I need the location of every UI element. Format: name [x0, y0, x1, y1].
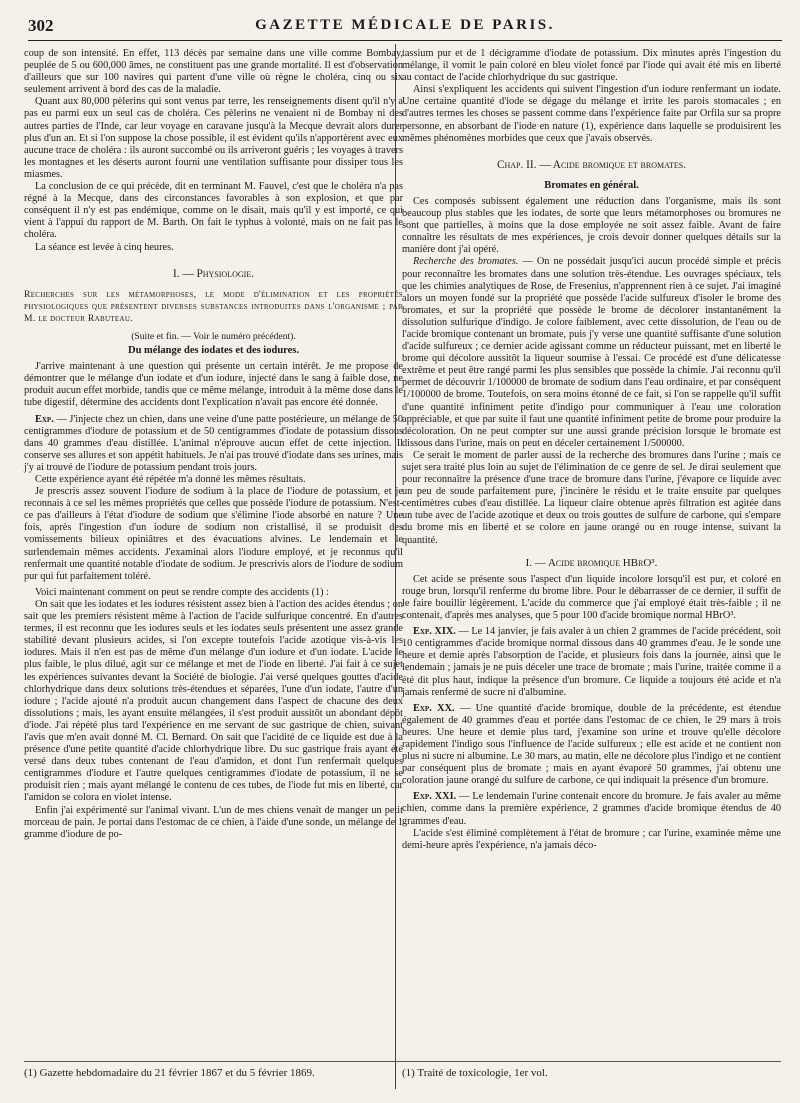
experiment-label: Exp. XIX. — [413, 626, 456, 638]
paragraph-text: — On ne possédait jusqu'ici aucun procédé simple et précis pour reconnaître les bromates dans une solution très-étendue. Les ouvrages spéciaux, tels que les chimies analytiques de Rose, de Fresenius, n'apprennent rien à ce sujet. J'ai imaginé alors un moyen fondé sur la propriété que possède l'acide sulfureux d'isoler le brome des bromates, et sur la propriété que possède le brome de décolorer instantanément la dissolution sulfurique d'indigo. Je colore faiblement, avec cette dissolution, de l'eau ou de l'acide bromique contenant un bromate, puis j'y verse une quantité suffisante d'une solution d'acide sulfureux ; ce dernier acide agissant comme un réducteur puissant, met en liberté le brome qui décolore aussitôt la liqueur soumise à l'essai. Ce procédé est d'une délicatesse extrême et peut être rangé parmi les plus sensibles que possède la chimie. J'ai reconnu qu'il permet de découvrir 1/100000 de bromate de sodium dans l'eau ordinaire, et par conséquent 1/100000 de brome. Toutefois, on sera moins étonné de ce fait, si l'on se rappelle qu'il suffit d'une quantité infiniment petite d'indigo pour communiquer à l'eau une coloration appréciable, et que par suite il faut une quantité infiniment petite de brome pour produire la décoloration. On ne peut compter sur une aussi grande précision lorsque le bromate est dissous dans l'urine, mais on peut en déceler certainement 1/500000. — [402, 256, 781, 449]
paragraph: Quant aux 80,000 pèlerins qui sont venus par terre, les renseignements disent qu'il n'y a pas eu parmi eux un seul cas de choléra. Ces pèlerins ne venaient ni de Bombay ni des autres parties de l'Inde, car leur voyage en caravane jusqu'à la Mecque devrait alors durer plus d'un an. Et si l'on suppose la chose possible, il est évident qu'ils n'apportèrent avec eux aucune trace de choléra : ils auront succombé ou ils arriveront guéris ; les voyages à travers les montagnes et les déserts auront fourni une ventilation suffisante pour dissiper tous les miasmes. — [24, 96, 403, 180]
paragraph: Je prescris assez souvent l'iodure de sodium à la place de l'iodure de potassium, et je reconnais à ce sel les mêmes propriétés que celles que possède l'iodure de potassium. N'est-ce pas d'ailleurs à l'état d'iodure de sodium que s'élimine l'iode absorbé en nature ? Une fois, après l'ingestion d'un iodure de sodium non cristallisé, il se produisit des vomissements bilieux opiniâtres et des évacuations alvines. Le lendemain et le surlendemain mêmes accidents. J'examinai alors l'iodure employé, et je reconnus qu'il renfermait une quantité notable d'iodate de sodium. Je prescrivis alors de l'iodure de sodium pur qui fut parfaitement toléré. — [24, 486, 403, 582]
section-heading: I. — Acide bromique HBrO³. — [525, 556, 658, 569]
section-heading: I. — Physiologie. — [172, 267, 255, 280]
article-title: Recherches sur les métamorphoses, le mode d'élimination et les propriétés physiologiques que présentent diverses substances introduites dans l'organisme ; par M. le docteur Rabuteau. — [24, 288, 403, 324]
left-column — [24, 48, 403, 841]
chapter-heading: Chap. II. — Acide bromique et bromates. — [496, 158, 687, 171]
paragraph: coup de son intensité. En effet, 113 décès par semaine dans une ville comme Bombay, peuplée de 5 ou 600,000 âmes, ne constituent pas une grande mortalité. Il est d'observation d'ailleurs que sur 100 navires qui partent d'une ville où règne le choléra, cinq ou six seulement arrivent à bord des cas de la maladie. — [24, 48, 403, 96]
footnote: (1) Traité de toxicologie, 1er vol. — [402, 1061, 781, 1079]
paragraph: Cette expérience ayant été répétée m'a donné les mêmes résultats. — [35, 474, 306, 485]
paragraph: Ainsi s'expliquent les accidents qui suivent l'ingestion d'un iodure renfermant un iodate. Une certaine quantité d'iode se dégage du mélange et irrite les parois stomacales ; en d'autres termes les choses se passent comme dans l'expérience faite par Orfila sur sa propre personne, en absorbant de l'iode en nature (1), expérience dans laquelle se produisirent les mêmes phénomènes morbides que ceux que j'avais observés. — [402, 84, 781, 144]
paragraph: Enfin j'ai expérimenté sur l'animal vivant. L'un de mes chiens venait de manger un petit morceau de pain. Je portai dans l'estomac de ce chien, à l'aide d'une sonde, un mélange de 1 gramme d'iodure de po- — [24, 804, 403, 840]
paragraph — [402, 626, 781, 699]
paragraph: Ce serait le moment de parler aussi de la recherche des bromures dans l'urine ; mais ce sujet sera traité plus loin au sujet de l'élimination de ce genre de sel. Je dirai seulement que pour reconnaître la présence d'une trace de bromure dans l'urine, j'évapore ce liquide avec un peu de soude parfaitement pure, j'incinère le résidu et le traite ensuite par quelques centimètres cubes d'eau distillée. La liqueur claire obtenue après filtration est agitée dans un tube avec de l'acide azotique et deux ou trois gouttes de sulfure de carbone, qui s'empare du brome mis en liberté et se colore en jaune orangé ou en rouge intense, suivant la quantité. — [402, 449, 781, 546]
right-column — [402, 48, 781, 852]
paragraph-text: — J'injecte chez un chien, dans une veine d'une patte postérieure, un mélange de 50 centigrammes d'iodure de potassium et de 50 centigrammes d'iodate de potassium dissous dans 40 grammes d'eau distillée. L'animal n'éprouve aucun effet de cette injection. Il conserve ses allures et son appétit habituels. Je n'ai pas trouvé d'iodate dans ses urines, mais j'y ai trouvé de l'iodure de potassium pendant trois jours. — [24, 413, 403, 473]
paragraph: Ces composés subissent également une réduction dans l'organisme, mais ils sont beaucoup plus stables que les iodates, de sorte que leurs métamorphoses ou bromures ne sont que partielles, à moins que la dose employée ne soit assez faible. Avant de faire connaître les résultats de mes expériences, je crois devoir donner quelques détails sur la manière dont j'ai opéré. — [402, 195, 781, 256]
experiment-label: Exp. — [35, 413, 54, 425]
continuation-note: (Suite et fin. — Voir le numéro précédent). — [131, 330, 296, 342]
paragraph-text: — Le 14 janvier, je fais avaler à un chien 2 grammes de l'acide précédent, soit 10 centigrammes d'acide bromique normal dissous dans 40 grammes d'eau. Je le sonde une heure et demie après l'absorption de l'acide, et plusieurs fois dans la journée, ainsi que le lendemain ; jamais je ne puis déceler une trace de bromate ; mais l'urine, traitée comme il a été dit plus haut, indique la présence d'un bromure. Ce liquide a toujours été acide et n'a jamais renfermé de sucre ni d'albumine. — [402, 626, 781, 698]
paragraph — [402, 791, 781, 827]
paragraph: tassium pur et de 1 décigramme d'iodate de potassium. Dix minutes après l'ingestion du mélange, il vomit le pain coloré en bleu violet foncé par l'iode qui avait été mis en liberté au contact de l'acide chlorhydrique du suc gastrique. — [402, 48, 781, 84]
paragraph: Voici maintenant comment on peut se rendre compte des accidents (1) : — [35, 586, 330, 598]
paragraph — [402, 703, 781, 788]
paragraph-text: — Une quantité d'acide bromique, double de la précédente, est étendue également de 40 grammes d'eau et portée dans l'estomac de ce chien, le 29 mars à trois heures. Une heure et demie plus tard, j'examine son urine et trouve qu'elle décolore rapidement l'indigo sous l'influence de l'acide sulfureux ; elle est acide et ne contient non plus ni sucre ni albumine. Le 30 mars, au matin, elle ne décolore plus l'indigo et ne contient par conséquent plus de bromate ; mais en ayant évaporé 50 grammes, j'ai obtenu une coloration jaune orangé du sulfure de carbone, ce qui indiquait la présence d'un bromure. — [402, 702, 781, 787]
paragraph-text: — Le lendemain l'urine contenait encore du bromure. Je fais avaler au même chien, comme dans la première expérience, 2 grammes d'acide bromique étendus de 40 grammes d'eau. — [402, 791, 781, 827]
chapter-subtitle: Bromates en général. — [544, 179, 639, 191]
paragraph: L'acide s'est éliminé complètement à l'état de bromure ; car l'urine, examinée même une demi-heure après l'expérience, n'a jamais déco- — [402, 827, 781, 851]
paragraph: On sait que les iodates et les iodures résistent assez bien à l'action des acides étendus ; on sait que les premiers résistent même à l'action de l'acide sulfurique concentré. En d'autres termes, il est reconnu que les iodures seuls et les iodates seuls présentent une assez grande stabilité devant plusieurs acides, si l'on excepte toutefois l'acide azotique vis-à-vis les iodures. Mais il n'en est pas de même d'un mélange d'un iodure et d'un iodate. L'acide le plus faible, le plus dilué, agit sur ce mélange et met de l'iode en liberté. J'ai fait à ce sujet les expériences suivantes devant la Société de biologie. J'ai versé quelques gouttes d'acide chlorhydrique dans deux solutions très-étendues et séparées, l'une d'un iodate, l'autre d'un iodure ; l'acide ajouté n'a produit aucun changement dans l'aspect de chacune des deux dissolutions ; mais, les ayant ensuite mélangées, il s'est produit aussitôt un abondant dépôt d'iode. J'ai répété plus tard l'expérience en me servant de suc gastrique de chien, suivant l'avis que m'en avait donné M. Cl. Bernard. On sait que l'acidité de ce liquide est due à la présence d'une petite quantité d'acide chlorhydrique libre. Du suc gastrique frais ayant été versé dans deux tubes contenant de l'eau d'amidon, et dont l'un renfermait quelques centigrammes d'iodure et l'autre quelques centigrammes d'iodate de potassium, il ne se produisit rien ; mais ayant mélangé le contenu de ces tubes, de l'iode fut mis en liberté, car l'amidon se colora en violet intense. — [24, 598, 403, 804]
article-subtitle: Du mélange des iodates et des iodures. — [127, 345, 299, 357]
paragraph: La séance est levée à cinq heures. — [35, 241, 174, 253]
publication-title: GAZETTE MÉDICALE DE PARIS. — [255, 17, 555, 33]
footnote: (1) Gazette hebdomadaire du 21 février 1867 et du 5 février 1869. — [24, 1061, 403, 1079]
page-number: 302 — [28, 16, 54, 35]
paragraph: J'arrive maintenant à une question qui présente un certain intérêt. Je me propose de démontrer que le mélange d'un iodate et d'un iodure, injecté dans le sang à faible dose, ne produit aucun effet morbide, tandis que ce même mélange, introduit à la même dose dans le tube digestif, détermine des accidents dont l'explication n'avait pas encore été donnée. — [24, 361, 403, 409]
paragraph: Cet acide se présente sous l'aspect d'un liquide incolore lorsqu'il est pur, et coloré en rouge brun, lorsqu'il renferme du brome libre. Pour le débarrasser de ce dernier, il suffit de le faire bouillir légèrement. L'acide du commerce que j'ai employé était très-faible ; il ne contenait, d'après mes analyses, que 5 pour 100 d'acide bromique normal HBrO³. — [402, 573, 781, 622]
paragraph — [24, 414, 403, 474]
page-header — [28, 14, 782, 41]
paragraph: La conclusion de ce qui précède, dit en terminant M. Fauvel, c'est que le choléra n'a pas régné à la Mecque, dans des circonstances favorables à son explosion, et que par conséquent il n'y est pas endémique, comme on le disait, mais qu'il y est importé, ce qui vient à l'appui du rapport de M. Barth. On fait le typhus à volonté, mais on ne fait pas le choléra. — [24, 181, 403, 241]
paragraph — [402, 256, 781, 450]
experiment-label: Exp. XX. — [413, 702, 455, 714]
experiment-label: Exp. XXI. — [413, 791, 457, 803]
paragraph-label: Recherche des bromates. — [413, 256, 519, 268]
